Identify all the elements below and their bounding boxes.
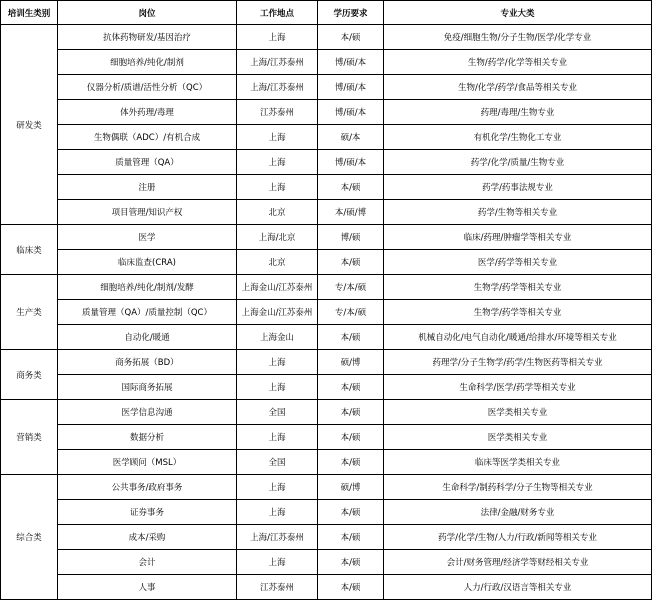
location-cell: 上海/江苏泰州 [237,525,318,550]
table-row [1,575,652,600]
table-row [1,150,652,175]
position-cell: 抗体药物研发/基因治疗 [58,25,237,50]
major-cell: 医学类相关专业 [384,425,652,450]
position-cell: 仪器分析/质谱/活性分析（QC） [58,75,237,100]
table-body [1,25,652,600]
major-cell: 生物学/药学等相关专业 [384,300,652,325]
table-row [1,175,652,200]
location-cell: 江苏泰州 [237,575,318,600]
header-location: 工作地点 [237,1,318,25]
table-row [1,250,652,275]
table-row [1,50,652,75]
location-cell: 上海 [237,150,318,175]
major-cell: 医学类相关专业 [384,400,652,425]
position-cell: 质量管理（QA） [58,150,237,175]
education-cell: 本/硕 [318,450,384,475]
major-cell: 临床等医学类相关专业 [384,450,652,475]
education-cell: 本/硕 [318,575,384,600]
table-header [1,1,652,25]
table-row [1,475,652,500]
header-row [1,1,652,25]
table-row [1,425,652,450]
header-major: 专业大类 [384,1,652,25]
education-cell: 本/硕 [318,175,384,200]
major-cell: 药理学/分子生物学/药学/生物医药等相关专业 [384,350,652,375]
location-cell: 上海 [237,375,318,400]
position-cell: 数据分析 [58,425,237,450]
education-cell: 硕/博 [318,475,384,500]
position-cell: 证券事务 [58,500,237,525]
table-row [1,200,652,225]
major-cell: 人力/行政/汉语言等相关专业 [384,575,652,600]
position-cell: 细胞培养/纯化/制剂/发酵 [58,275,237,300]
table-row [1,375,652,400]
table-row [1,325,652,350]
table-row [1,350,652,375]
location-cell: 全国 [237,450,318,475]
education-cell: 本/硕 [318,500,384,525]
table-row [1,275,652,300]
education-cell: 专/本/硕 [318,275,384,300]
major-cell: 药学/生物等相关专业 [384,200,652,225]
education-cell: 本/硕 [318,250,384,275]
major-cell: 会计/财务管理/经济学等财经相关专业 [384,550,652,575]
table-row [1,525,652,550]
education-cell: 本/硕 [318,550,384,575]
table-row [1,75,652,100]
position-cell: 会计 [58,550,237,575]
major-cell: 药学/化学/质量/生物专业 [384,150,652,175]
education-cell: 本/硕 [318,400,384,425]
location-cell: 上海 [237,500,318,525]
table-row [1,100,652,125]
education-cell: 博/硕/本 [318,150,384,175]
location-cell: 上海 [237,175,318,200]
major-cell: 药学/化学/生物/人力/行政/新闻等相关专业 [384,525,652,550]
position-cell: 商务拓展（BD） [58,350,237,375]
position-cell: 国际商务拓展 [58,375,237,400]
position-cell: 细胞培养/纯化/制剂 [58,50,237,75]
table-row [1,225,652,250]
table-row [1,550,652,575]
location-cell: 上海 [237,550,318,575]
major-cell: 药学/药事法规专业 [384,175,652,200]
education-cell: 本/硕 [318,525,384,550]
major-cell: 生命科学/医学/药学等相关专业 [384,375,652,400]
category-cell: 综合类 [1,475,58,600]
education-cell: 硕/博 [318,350,384,375]
major-cell: 有机化学/生物化工专业 [384,125,652,150]
category-cell: 商务类 [1,350,58,400]
header-education: 学历要求 [318,1,384,25]
position-cell: 医学 [58,225,237,250]
location-cell: 上海 [237,475,318,500]
location-cell: 全国 [237,400,318,425]
major-cell: 生物/药学/化学等相关专业 [384,50,652,75]
major-cell: 机械自动化/电气自动化/暖通/给排水/环境等相关专业 [384,325,652,350]
table-row [1,25,652,50]
location-cell: 上海 [237,425,318,450]
position-cell: 公共事务/政府事务 [58,475,237,500]
location-cell: 上海金山 [237,325,318,350]
location-cell: 上海 [237,350,318,375]
position-cell: 医学顾问（MSL） [58,450,237,475]
education-cell: 专/本/硕 [318,300,384,325]
location-cell: 北京 [237,200,318,225]
category-cell: 研发类 [1,25,58,225]
education-cell: 博/硕/本 [318,100,384,125]
location-cell: 北京 [237,250,318,275]
table-row [1,450,652,475]
position-cell: 体外药理/毒理 [58,100,237,125]
position-cell: 生物偶联（ADC）/有机合成 [58,125,237,150]
education-cell: 硕/本 [318,125,384,150]
education-cell: 本/硕 [318,25,384,50]
position-cell: 成本/采购 [58,525,237,550]
table-row [1,500,652,525]
major-cell: 生物/化学/药学/食品等相关专业 [384,75,652,100]
major-cell: 生命科学/制药科学/分子生物等相关专业 [384,475,652,500]
position-cell: 人事 [58,575,237,600]
location-cell: 上海/江苏泰州 [237,50,318,75]
position-cell: 医学信息沟通 [58,400,237,425]
header-category: 培训生类别 [1,1,58,25]
header-position: 岗位 [58,1,237,25]
major-cell: 生物学/药学等相关专业 [384,275,652,300]
education-cell: 本/硕 [318,325,384,350]
education-cell: 本/硕 [318,425,384,450]
category-cell: 临床类 [1,225,58,275]
position-cell: 自动化/暖通 [58,325,237,350]
position-cell: 项目管理/知识产权 [58,200,237,225]
education-cell: 本/硕 [318,375,384,400]
education-cell: 本/硕/博 [318,200,384,225]
location-cell: 上海 [237,25,318,50]
location-cell: 上海金山/江苏泰州 [237,275,318,300]
location-cell: 上海/北京 [237,225,318,250]
major-cell: 免疫/细胞生物/分子生物/医学/化学专业 [384,25,652,50]
education-cell: 博/硕/本 [318,50,384,75]
major-cell: 医学/药学等相关专业 [384,250,652,275]
location-cell: 上海/江苏泰州 [237,75,318,100]
major-cell: 临床/药理/肿瘤学等相关专业 [384,225,652,250]
table-row [1,125,652,150]
location-cell: 上海 [237,125,318,150]
education-cell: 博/硕 [318,225,384,250]
table-row [1,400,652,425]
location-cell: 上海金山/江苏泰州 [237,300,318,325]
category-cell: 营销类 [1,400,58,475]
position-cell: 质量管理（QA）/质量控制（QC） [58,300,237,325]
location-cell: 江苏泰州 [237,100,318,125]
major-cell: 药理/毒理/生物专业 [384,100,652,125]
position-cell: 注册 [58,175,237,200]
category-cell: 生产类 [1,275,58,350]
education-cell: 博/硕/本 [318,75,384,100]
position-cell: 临床监查(CRA) [58,250,237,275]
table-row [1,300,652,325]
major-cell: 法律/金融/财务专业 [384,500,652,525]
